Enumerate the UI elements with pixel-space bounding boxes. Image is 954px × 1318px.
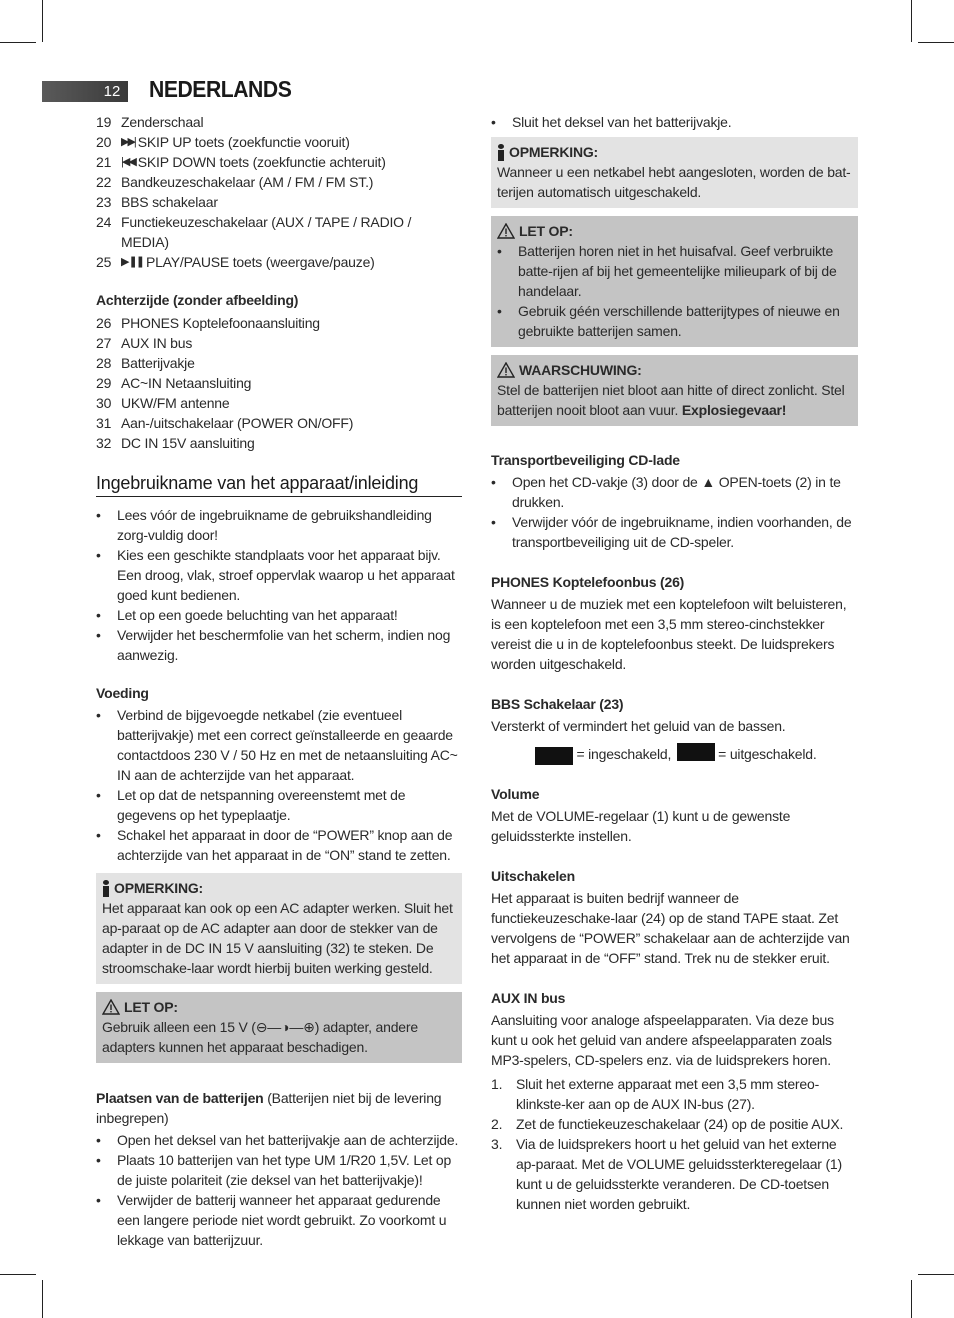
item-number: 21 [96,154,112,170]
item-text: Aan-/uitschakelaar (POWER ON/OFF) [121,415,354,431]
info-icon [102,880,110,897]
item-number: 23 [96,194,112,210]
off-text: Het apparaat is buiten bedrijf wanneer de functiekeuzeschake-laar (24) op de stand TAPE staat. Zet vervolgens de “POWER” schakelaar aan de achterzijde van het apparaat in de “OFF” stand. Trek nu de stekker eruit. [491,890,850,966]
item-text: Zenderschaal [121,114,204,130]
item-text: OPEN-toets (2) in te drukken. [512,474,841,510]
skip-down-icon: |◀◀ [121,156,135,168]
list-item [96,393,462,413]
list-item [96,313,462,333]
warning-text-part: Stel de batterijen niet bloot aan hitte of direct zonlicht. Stel batterijen nooit bloot aan vuur. [497,382,845,418]
crop-mark [918,1274,954,1275]
step-text: Zet de functiekeuzeschakelaar (24) op de positie AUX. [516,1116,844,1132]
aux-steps [491,1074,858,1214]
page-number: 12 [103,83,121,100]
step-text: Via de luidsprekers hoort u het geluid van het externe ap-paraat. Met de VOLUME geluidssterkteregelaar (1) kunt u de geluidssterkte veranderen. De CD-toetsen kunnen niet worden gebruikt. [516,1136,842,1212]
list-item: • Verwijder het beschermfolie van het scherm, indien nog aanwezig. [96,625,462,665]
list-item [491,1134,858,1214]
caution-box [491,216,858,347]
note-text: Wanneer u een netkabel hebt aangesloten, worden de bat-terijen automatisch uitgeschakeld. [497,164,851,200]
list-item: • Sluit het deksel van het batterijvakje. [491,112,858,132]
item-text: UKW/FM antenne [121,395,230,411]
crop-mark [911,0,912,42]
list-item: • Open het deksel van het batterijvakje aan de achterzijde. [96,1130,462,1150]
warning-box [491,355,858,426]
list-item [96,192,462,212]
list-item [96,353,462,373]
transport-list [491,472,858,552]
crop-mark [0,42,36,43]
crop-mark [911,1280,912,1318]
note-title-row [497,142,852,162]
item-text: Functiekeuzeschakelaar (AUX / TAPE / RADIO / MEDIA) [121,214,412,250]
info-icon [497,144,505,161]
item-number: 32 [96,435,112,451]
caution-title: LET OP: [519,223,573,239]
warning-text [497,380,852,420]
battery-close-list [491,112,858,132]
note-title: OPMERKING: [509,144,599,160]
item-text: DC IN 15V aansluiting [121,435,255,451]
warning-triangle-icon [102,999,120,1015]
bbs-text: Versterkt of vermindert het geluid van de bassen. [491,718,786,734]
section-title-intro: Ingebruikname van het apparaat/inleiding [96,473,462,497]
caution-box [96,992,462,1063]
warning-triangle-icon [497,223,515,239]
item-number: 25 [96,254,112,270]
list-item: • Schakel het apparaat in door de “POWER” knop aan de achterzijde van het apparaat in de “ON” stand te zetten. [96,825,462,865]
phones-heading: PHONES Koptelefoonbus (26) [491,574,685,590]
caution-title-row [102,997,456,1017]
list-item [96,373,462,393]
list-item: • Let op een goede beluchting van het apparaat! [96,605,462,625]
transport-heading: Transportbeveiliging CD-lade [491,452,680,468]
play-pause-icon: ▶ ❚❚ [121,256,143,268]
switch-on-icon [535,747,573,761]
aux-heading: AUX IN bus [491,990,566,1006]
eject-icon: ▲ [701,474,715,490]
item-number: 31 [96,415,112,431]
right-column [491,112,858,1214]
item-number: 28 [96,355,112,371]
list-item: • Let op dat de netspanning overeenstemt met de gegevens op het typeplaatje. [96,785,462,825]
volume-text: Met de VOLUME-regelaar (1) kunt u de gewenste geluidssterkte instellen. [491,808,791,844]
list-item: • Batterijen horen niet in het huisafval. Geef verbruikte batte-rijen af bij het gemeentelijke milieupark of bij de handelaar. [497,241,852,301]
warning-emphasis: Explosiegevaar! [681,402,787,418]
item-number: 19 [96,114,112,130]
note-box [491,137,858,208]
volume-heading: Volume [491,786,540,802]
crop-mark [42,1280,43,1318]
list-item [96,172,462,192]
item-number: 20 [96,134,112,150]
list-item [491,472,858,512]
caution-title-row [497,221,852,241]
note-box [96,873,462,984]
bbs-heading: BBS Schakelaar (23) [491,696,624,712]
item-text: SKIP DOWN toets (zoekfunctie achteruit) [137,154,386,170]
item-number: 24 [96,214,112,230]
battery-list [96,1130,462,1250]
caution-text-part: ) adapter, andere adapters kunnen het apparaat beschadigen. [102,1019,418,1055]
off-heading: Uitschakelen [491,868,575,884]
power-heading: Voeding [96,685,149,701]
battery-heading-note: (Batterijen niet bij de levering inbegrepen) [96,1090,442,1126]
item-text: Bandkeuzeschakelaar (AM / FM / FM ST.) [121,174,374,190]
crop-mark [0,1274,36,1275]
polarity-icon: ⊖—◑—⊕ [255,1019,315,1035]
list-item [491,1114,858,1134]
crop-mark [918,42,954,43]
bbs-on-label: = ingeschakeld, [576,746,672,762]
item-text: Batterijvakje [121,355,195,371]
note-title: OPMERKING: [114,880,204,896]
caution-list [497,241,852,341]
step-text: Sluit het externe apparaat met een 3,5 mm stereo-klinkste-ker aan op de AUX IN-bus (27). [516,1076,820,1112]
warning-triangle-icon [497,362,515,378]
list-item [491,1074,858,1114]
aux-text: Aansluiting voor analoge afspeelapparaten. Via deze bus kunt u ook het geluid van andere afspeelapparaten zoals MP3-spelers, CD-spelers enz. via de luidsprekers horen. [491,1012,834,1068]
item-number: 22 [96,174,112,190]
caution-title: LET OP: [124,999,178,1015]
item-number: 30 [96,395,112,411]
step-number: 3. [491,1136,503,1152]
list-item: • Verwijder vóór de ingebruikname, indien voorhanden, de transportbeveiliging uit de CD-speler. [491,512,858,552]
left-column [96,112,462,1250]
switch-off-icon [677,747,715,761]
bbs-off-label: = uitgeschakeld. [718,746,817,762]
phones-text: Wanneer u de muziek met een koptelefoon wilt beluisteren, is een koptelefoon met een 3,5 mm stereo-cinchstekker vereist die u in de koptelefoonbus steekt. De luidsprekers worden uitgeschakeld. [491,596,847,672]
item-text: PHONES Koptelefoonaansluiting [121,315,320,331]
item-text: Open het CD-vakje (3) door de [512,474,702,490]
battery-heading: Plaatsen van de batterijen [96,1090,264,1106]
bbs-switch-legend [491,744,858,764]
item-number: 27 [96,335,112,351]
list-item: • Gebruik géén verschillende batterijtypes of nieuwe en gebruikte batterijen samen. [497,301,852,341]
item-text: BBS schakelaar [121,194,218,210]
warning-title-row [497,360,852,380]
item-text: AC~IN Netaansluiting [121,375,252,391]
list-item [96,112,462,132]
list-item: • Verbind de bijgevoegde netkabel (zie eventueel batterijvakje) met een correct geïnstalleerde en geaarde contactdoos 230 V / 50 Hz en met de netaansluiting AC~ IN aan de achterzijde van het apparaat. [96,705,462,785]
page-title: NEDERLANDS [149,76,292,102]
list-item [96,152,462,172]
note-text: Het apparaat kan ook op een AC adapter werken. Sluit het ap-paraat op de AC adapter aan door de stekker van de adapter in de DC IN 15 V aansluiting (32) te steken. De stroomschake-laar wordt hierbij buiten werking gesteld. [102,900,453,976]
item-text: AUX IN bus [121,335,193,351]
list-item: • Kies een geschikte standplaats voor het apparaat bijv. Een droog, vlak, stroef oppervlak waarop u het apparaat goed kunt bedienen. [96,545,462,605]
back-heading: Achterzijde (zonder afbeelding) [96,292,299,308]
list-item [96,413,462,433]
list-item: • Verwijder de batterij wanneer het apparaat gedurende een langere periode niet wordt gebruikt. Zo voorkomt u lekkage van batterijzuur. [96,1190,462,1250]
item-text: PLAY/PAUSE toets (weergave/pauze) [145,254,375,270]
step-number: 2. [491,1116,503,1132]
battery-heading-row [96,1088,462,1128]
crop-mark [42,0,43,42]
item-number: 26 [96,315,112,331]
warning-title: WAARSCHUWING: [519,362,642,378]
note-title-row [102,878,456,898]
list-item [96,433,462,453]
list-item [96,252,462,272]
item-text: SKIP UP toets (zoekfunctie vooruit) [137,134,350,150]
list-item [96,212,462,252]
list-item: • Lees vóór de ingebruikname de gebruikshandleiding zorg-vuldig door! [96,505,462,545]
caution-text-part: Gebruik alleen een 15 V ( [102,1019,256,1035]
list-item [96,132,462,152]
item-number: 29 [96,375,112,391]
power-list [96,705,462,865]
skip-up-icon: ▶▶| [121,136,135,148]
list-item: • Plaats 10 batterijen van het type UM 1/R20 1,5V. Let op de juiste polariteit (zie deksel van het batterijvakje)! [96,1150,462,1190]
intro-list [96,505,462,665]
parts-list-front [96,112,462,272]
step-number: 1. [491,1076,503,1092]
list-item [96,333,462,353]
caution-text [102,1017,456,1057]
parts-list-back [96,313,462,453]
